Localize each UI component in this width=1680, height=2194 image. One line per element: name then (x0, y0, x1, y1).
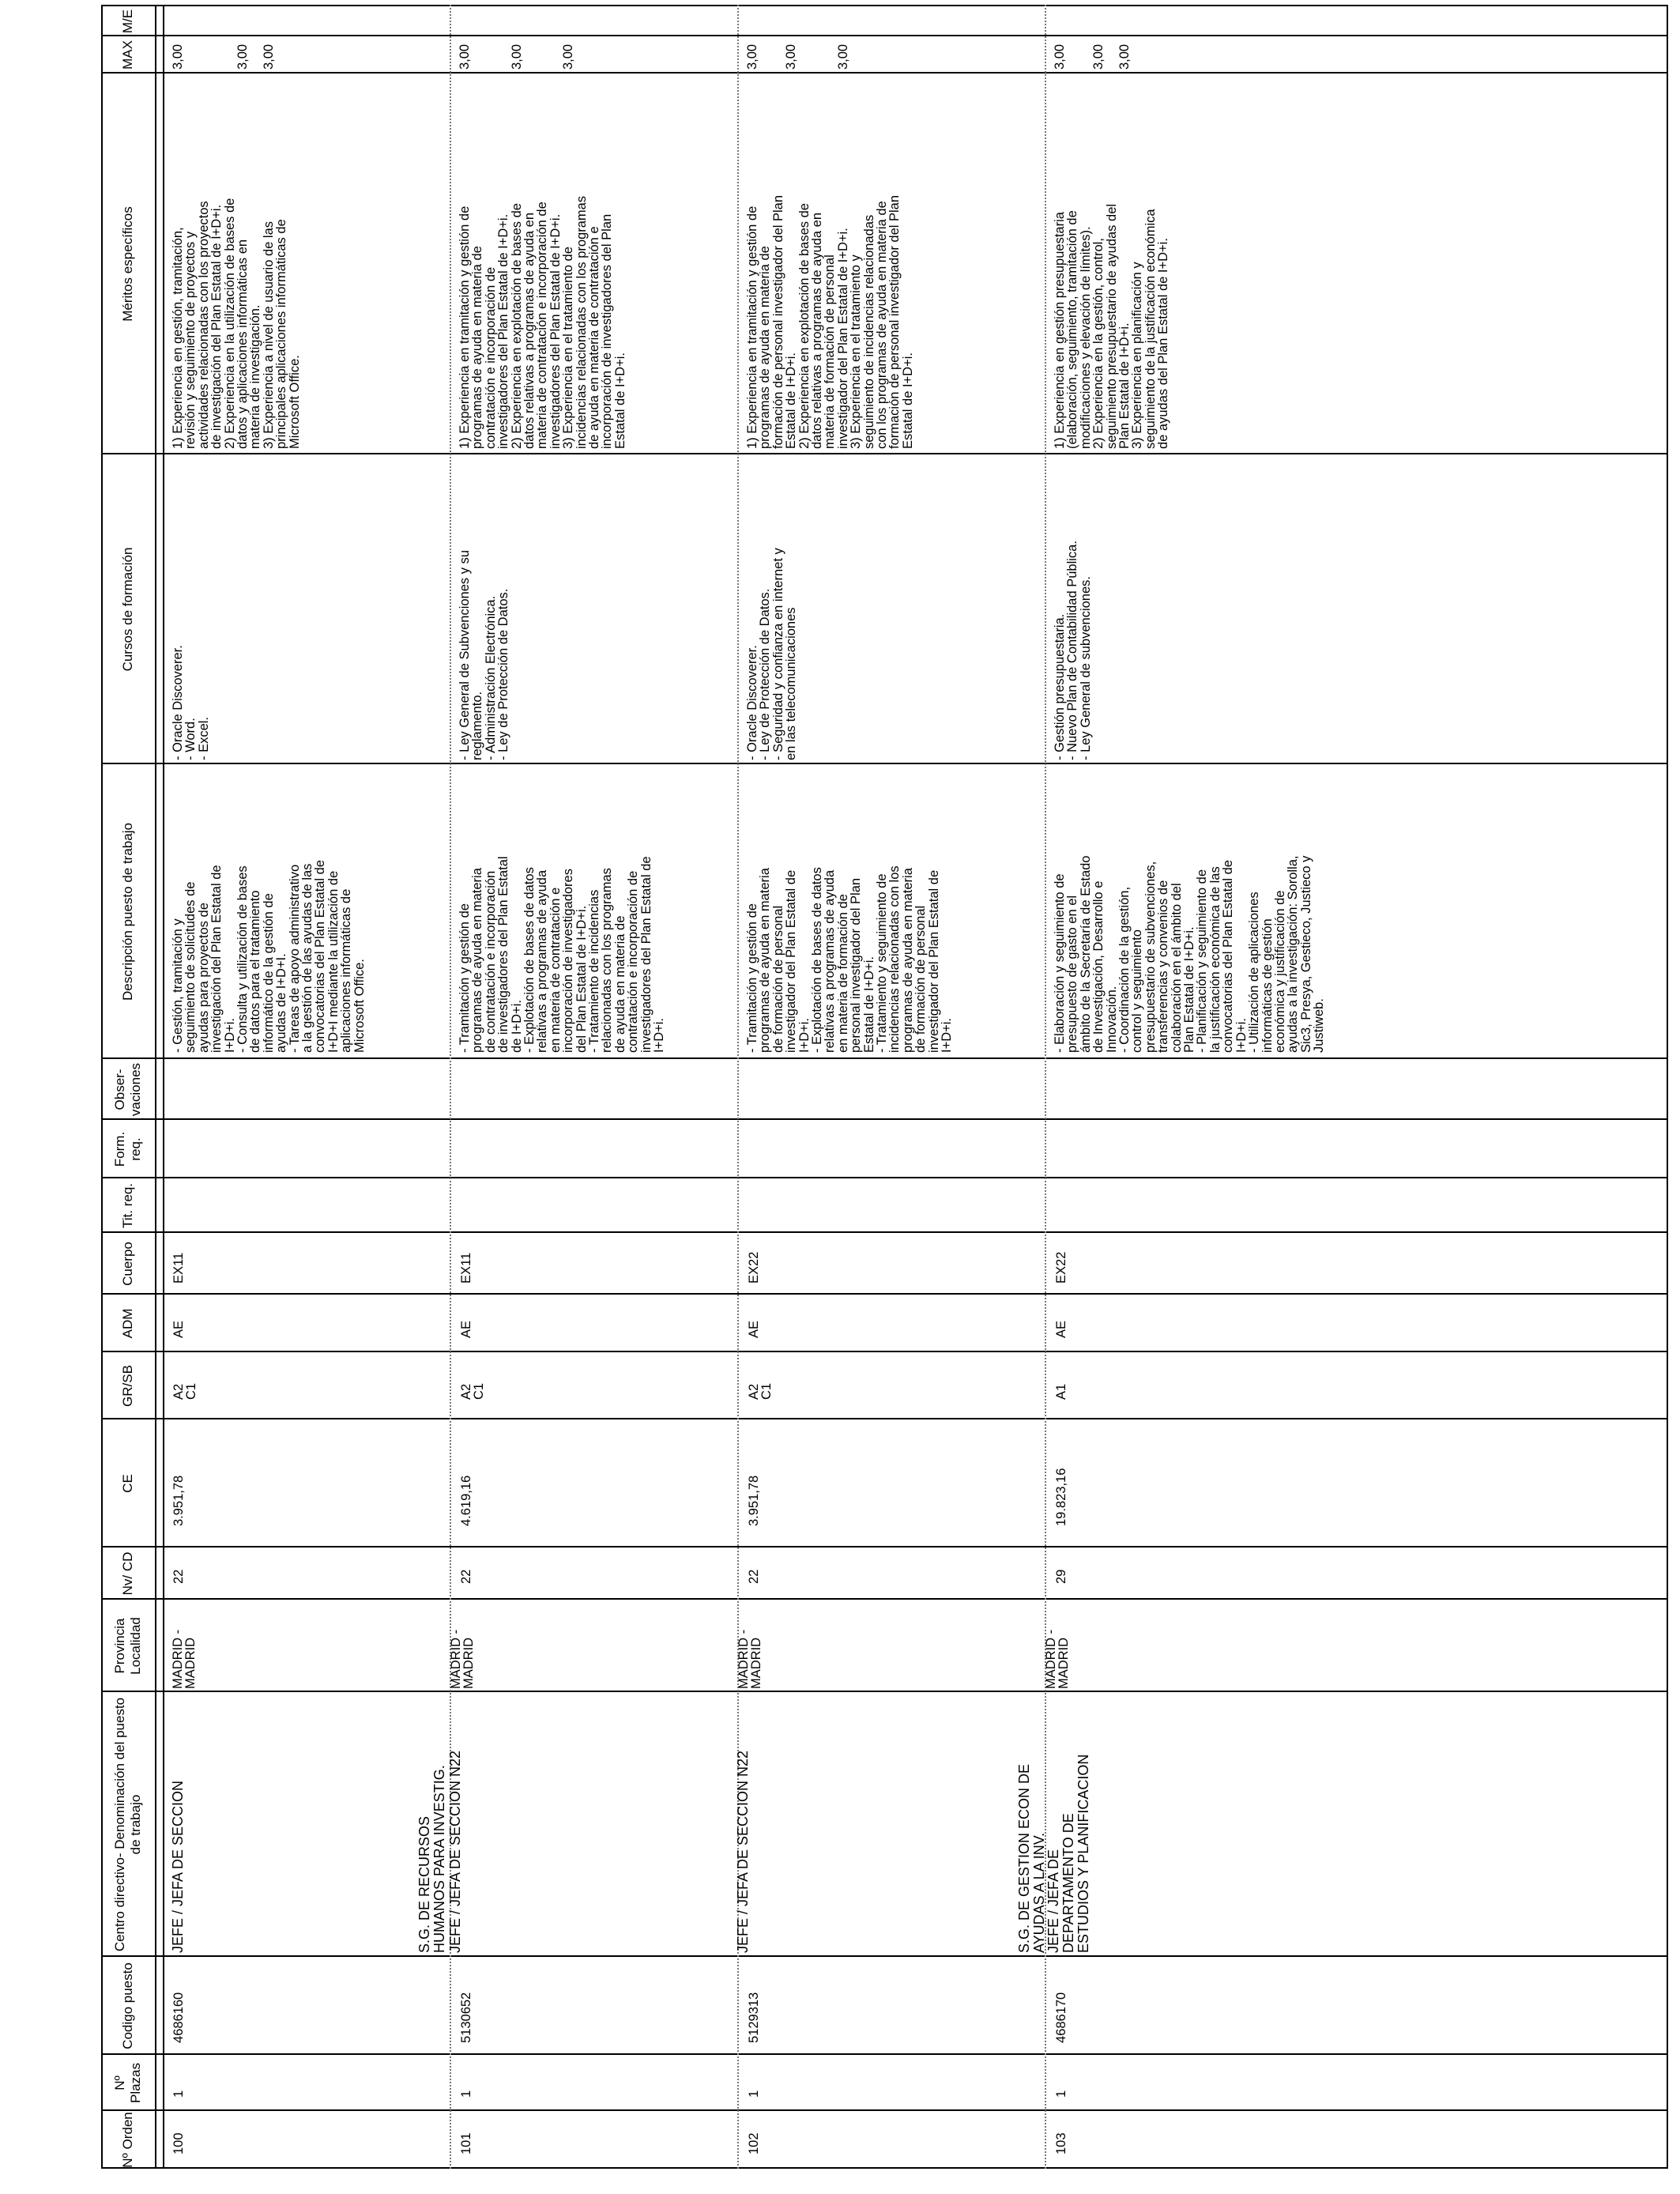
plazas-cell: 1 (1054, 2090, 1068, 2098)
header-codigo: Codigo puesto (120, 1962, 135, 2049)
header-orden: Nº Orden (120, 2112, 135, 2168)
cursos-cell: - Gestión presupuestaria. - Nuevo Plan de Contabilidad Pública. - Ley General de subvenciones. (1053, 541, 1093, 760)
orden-cell: 100 (171, 2132, 186, 2154)
nivel-cell: 22 (171, 1569, 186, 1584)
plazas-cell: 1 (171, 2090, 186, 2098)
codigo-cell: 5130652 (459, 1992, 473, 2043)
vacancies-table (101, 5, 1668, 2169)
header-plazas: Nº Plazas (112, 2062, 143, 2104)
header-nivel: Nv/ CD (120, 1551, 135, 1596)
codigo-cell: 4686170 (1054, 1992, 1068, 2043)
section-heading: S.G. DE GESTION ECON DE AYUDAS A LA INV. (1016, 1763, 1047, 1953)
ce-cell: 3.951,78 (747, 1475, 761, 1526)
cuerpo-cell: EX22 (747, 1251, 761, 1284)
descripcion-cell: - Elaboración y seguimiento de presupuesto de gasto en el ámbito de la Secretaría de Estado de Investigación, Desarrollo e Innovación. - Coordinación de la gestión, control y seguimiento presupuestario de subvenciones, transferencias y convenios de colaboración en el ámbito del Plan Estatal de I+D+i. - Planificación y seguimiento de la justificación económica de las convocatorias del Plan Estatal de I+D+i. - Utilización de aplicaciones informáticas de gestión económica y justificación de ayudas a la investigación: Sorolla, Sic3, Presya, Gestieco, Justieco y Justiweb. (1053, 855, 1327, 1053)
max-cell: 3,00 3,00 3,00 (171, 43, 276, 70)
meritos-cell: 1) Experiencia en tramitación y gestión de programas de ayuda en materia de formación de personal investigador del Plan Estatal de I+D+i. 2) Experiencia en explotación de bases de datos relativas a programas de ayuda en materia de formación de personal investigador del Plan Estatal de I+D+i. 3) Experiencia en el tratamiento y seguimiento de incidencias relacionadas con los programas de ayuda en materia de formación de personal investigador del Plan Estatal de I+D+i. (745, 194, 915, 449)
header-adm: ADM (120, 1308, 135, 1339)
codigo-cell: 4686160 (171, 1992, 186, 2043)
header-cuerpo: Cuerpo (120, 1242, 135, 1286)
header-descripcion: Descripción puesto de trabajo (120, 823, 135, 1001)
cuerpo-cell: EX11 (459, 1252, 473, 1284)
header-formacion: Form. req. (112, 1131, 143, 1167)
header-cursos: Cursos de formación (120, 547, 135, 672)
provincia-cell: MADRID - MADRID (1044, 1629, 1072, 1689)
descripcion-cell: - Gestión, tramitación y seguimiento de solicitudes de ayudas para proyectos de investigación del Plan Estatal de I+D+i. - Consulta y utilización de bases de datos para el tratamiento informático de la gestión de ayudas de I+D+I. - Tareas de apoyo administrativo a la gestión de las ayudas de las convocatorias del Plan Estatal de I+D+I mediante la utilización de aplicaciones informáticas de Microsoft Office. (171, 860, 367, 1053)
centro-cell: JEFE / JEFA DE SECCION (170, 1780, 186, 1953)
adm-cell: AE (171, 1320, 186, 1338)
plazas-cell: 1 (459, 2090, 473, 2098)
provincia-cell: MADRID - MADRID (449, 1629, 477, 1689)
grupo-cell: A2 C1 (459, 1382, 487, 1400)
provincia-cell: MADRID - MADRID (736, 1629, 764, 1689)
header-meritos: Méritos específicos (120, 206, 135, 322)
centro-cell: JEFE / JEFA DE SECCION N22 (735, 1750, 751, 1953)
ce-cell: 4.619,16 (459, 1475, 473, 1526)
cuerpo-cell: EX22 (1054, 1251, 1068, 1284)
grupo-cell: A1 (1054, 1383, 1068, 1400)
centro-cell: JEFE / JEFA DE SECCION N22 (447, 1750, 463, 1953)
adm-cell: AE (1054, 1320, 1068, 1338)
centro-cell: JEFE / JEFA DE DEPARTAMENTO DE ESTUDIOS Y PLANIFICACION (1045, 1754, 1091, 1953)
cursos-cell: - Oracle Discoverer. - Ley de Protección de Datos. - Seguridad y confianza en internet y en las telecomunicaciones (745, 548, 799, 760)
nivel-cell: 29 (1054, 1569, 1068, 1584)
header-me: M/E (120, 9, 135, 34)
meritos-cell: 1) Experiencia en gestión presupuestaria (elaboración, seguimiento, tramitación de modificaciones y elevación de límites). 2) Experiencia en la gestión, control, seguimiento presupuestario de ayudas del Plan Estatal de I+D+i. 3) Experiencia en planificación y seguimiento de la justificación económica de ayudas del Plan Estatal de I+D+i. (1053, 203, 1171, 449)
plazas-cell: 1 (747, 2090, 761, 2098)
ce-cell: 3.951,78 (171, 1475, 186, 1526)
descripcion-cell: - Tramitación y gestión de programas de ayuda en materia de contratación e incorporación de investigadores del Plan Estatal de I+D+i. - Explotación de bases de datos relativas a programas de ayuda en materia de contratación e incorporación de investigadores del Plan Estatal de I+D+i. - Tratamiento de incidencias relacionadas con los programas de ayuda en materia de contratación e incorporación de investigadores del Plan Estatal de I+D+i. (458, 856, 667, 1053)
nivel-cell: 22 (747, 1569, 761, 1584)
orden-cell: 103 (1054, 2132, 1068, 2154)
cursos-cell: - Oracle Discoverer. - Word. - Excel. (171, 645, 211, 760)
header-centro: Centro directivo- Denominación del puesto de trabajo (112, 1697, 143, 1952)
header-ce: CE (120, 1474, 135, 1493)
header-provincia: Provincia Localidad (112, 1617, 143, 1675)
cursos-cell: - Ley General de Subvenciones y su reglamento. - Administración Electrónica. - Ley de Protección de Datos. (458, 550, 511, 760)
ce-cell: 19.823,16 (1054, 1468, 1068, 1526)
header-titulacion: Tit. req. (120, 1183, 135, 1228)
orden-cell: 102 (747, 2132, 761, 2154)
provincia-cell: MADRID - MADRID (171, 1629, 198, 1689)
section-heading: S.G. DE RECURSOS HUMANOS PARA INVESTIG. (416, 1765, 447, 1953)
max-cell: 3,00 3,00 3,00 (1053, 43, 1132, 70)
max-cell: 3,00 3,00 3,00 (458, 43, 576, 70)
header-grupo: GR/SB (120, 1365, 135, 1407)
cuerpo-cell: EX11 (171, 1252, 186, 1284)
grupo-cell: A2 C1 (747, 1382, 774, 1400)
meritos-cell: 1) Experiencia en gestión, tramitación, revisión y seguimiento de proyectos y actividades relacionadas con los proyectos de investigación del Plan Estatal de I+D+i. 2) Experiencia en la utilización de bases de datos y aplicaciones informáticas en materia de investigación. 3) Experiencia a nivel de usuario de las principales aplicaciones informáticas de Microsoft Office. (171, 198, 302, 449)
header-max: MAX (120, 40, 135, 70)
max-cell: 3,00 3,00 3,00 (745, 43, 850, 70)
descripcion-cell: - Tramitación y gestión de programas de ayuda en materia de formación de personal investigador del Plan Estatal de I+D+i. - Explotación de bases de datos relativas a programas de ayuda en materia de formación de personal investigador del Plan Estatal de I+D+i. - Tratamiento y seguimiento de incidencias relacionadas con los programas de ayuda en materia de formación de personal investigador del Plan Estatal de I+D+i. (745, 865, 955, 1053)
nivel-cell: 22 (459, 1569, 473, 1584)
adm-cell: AE (747, 1320, 761, 1338)
grupo-cell: A2 C1 (171, 1382, 199, 1400)
meritos-cell: 1) Experiencia en tramitación y gestión de programas de ayuda en materia de contratación e incorporación de investigadores del Plan Estatal de I+D+i. 2) Experiencia en explotación de bases de datos relativas a programas de ayuda en materia de contratación e incorporación de investigadores del Plan Estatal de I+D+i. 3) Experiencia en el tratamiento de incidencias relacionadas con los programas de ayuda en materia de contratación e incorporación de investigadores del Plan Estatal de I+D+i. (458, 195, 627, 449)
codigo-cell: 5129313 (747, 1992, 761, 2043)
header-observaciones: Obser- vaciones (112, 1062, 143, 1117)
adm-cell: AE (459, 1320, 473, 1338)
orden-cell: 101 (459, 2132, 473, 2154)
